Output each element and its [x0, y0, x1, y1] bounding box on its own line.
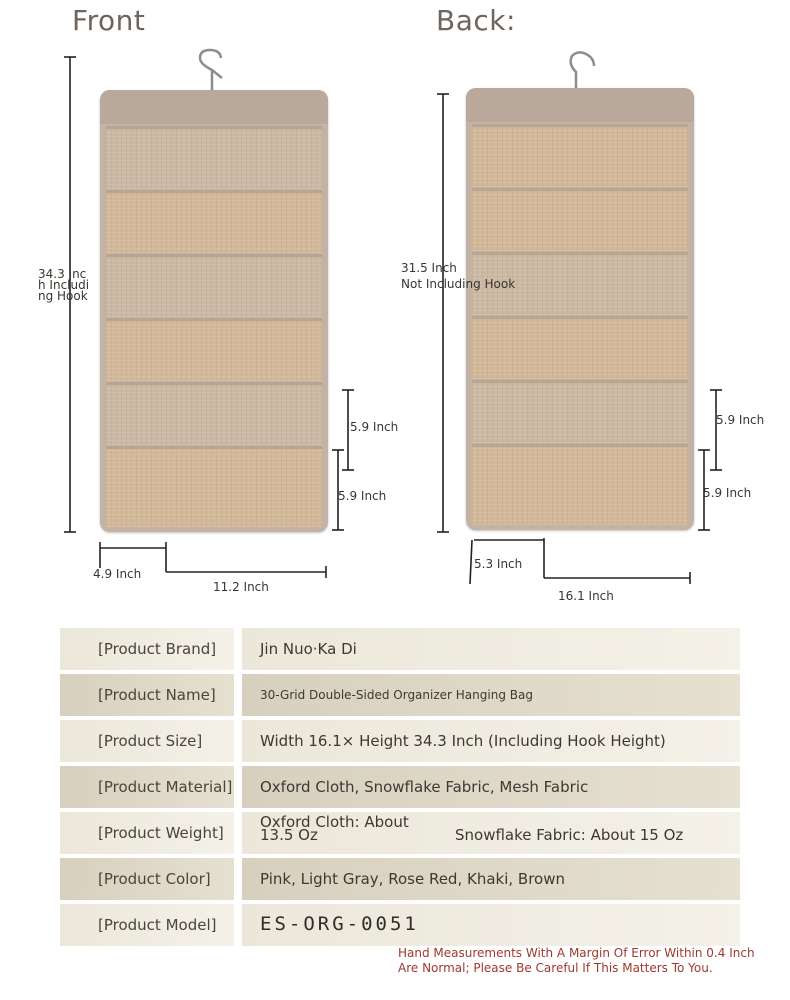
spec-row-size — [60, 720, 740, 762]
spec-label: [Product Weight] — [98, 824, 224, 842]
back-pocket-lower-label: 5.9 Inch — [703, 486, 752, 500]
back-width-label: 16.1 Inch — [558, 589, 614, 603]
back-pocket-width-label: 5.3 Inch — [474, 557, 523, 571]
front-width-label: 11.2 Inch — [213, 580, 269, 594]
spec-label: [Product Brand] — [98, 640, 217, 658]
spec-value: Pink, Light Gray, Rose Red, Khaki, Brown — [260, 870, 565, 888]
spec-value: Oxford Cloth, Snowflake Fabric, Mesh Fabric — [260, 778, 589, 796]
back-pocket-upper-label: 5.9 Inch — [716, 413, 765, 427]
spec-label: [Product Material] — [98, 778, 233, 796]
spec-row-brand — [60, 628, 740, 670]
spec-label: [Product Size] — [98, 732, 203, 750]
spec-row-model — [60, 904, 740, 946]
measurement-note: Hand Measurements With A Margin Of Error Within 0.4 Inch Are Normal; Please Be Careful If This Matters To You. — [398, 946, 755, 975]
front-heading: Front — [72, 4, 146, 37]
front-pocket-upper-label: 5.9 Inch — [350, 420, 399, 434]
spec-value-secondary: Snowflake Fabric: About 15 Oz — [455, 826, 684, 844]
spec-label: [Product Color] — [98, 870, 211, 888]
spec-value: 30-Grid Double-Sided Organizer Hanging Bag — [260, 688, 533, 702]
front-pocket-width-label: 4.9 Inch — [93, 567, 142, 581]
spec-label: [Product Name] — [98, 686, 216, 704]
spec-row-color — [60, 858, 740, 900]
spec-value: Width 16.1× Height 34.3 Inch (Including Hook Height) — [260, 732, 666, 750]
spec-row-material — [60, 766, 740, 808]
spec-row-weight — [60, 812, 740, 854]
back-height-label: 31.5 Inch Not Including Hook — [401, 261, 516, 291]
spec-value: Oxford Cloth: About 13.5 Oz — [260, 813, 409, 844]
spec-label: [Product Model] — [98, 916, 217, 934]
spec-value: Jin Nuo·Ka Di — [260, 640, 357, 658]
spec-row-name — [60, 674, 740, 716]
front-height-label: 34.3 Inc h Includi ng Hook — [38, 267, 90, 303]
front-pocket-lower-label: 5.9 Inch — [338, 489, 387, 503]
spec-value: ES-ORG-0051 — [260, 913, 419, 935]
back-heading: Back: — [436, 4, 516, 37]
